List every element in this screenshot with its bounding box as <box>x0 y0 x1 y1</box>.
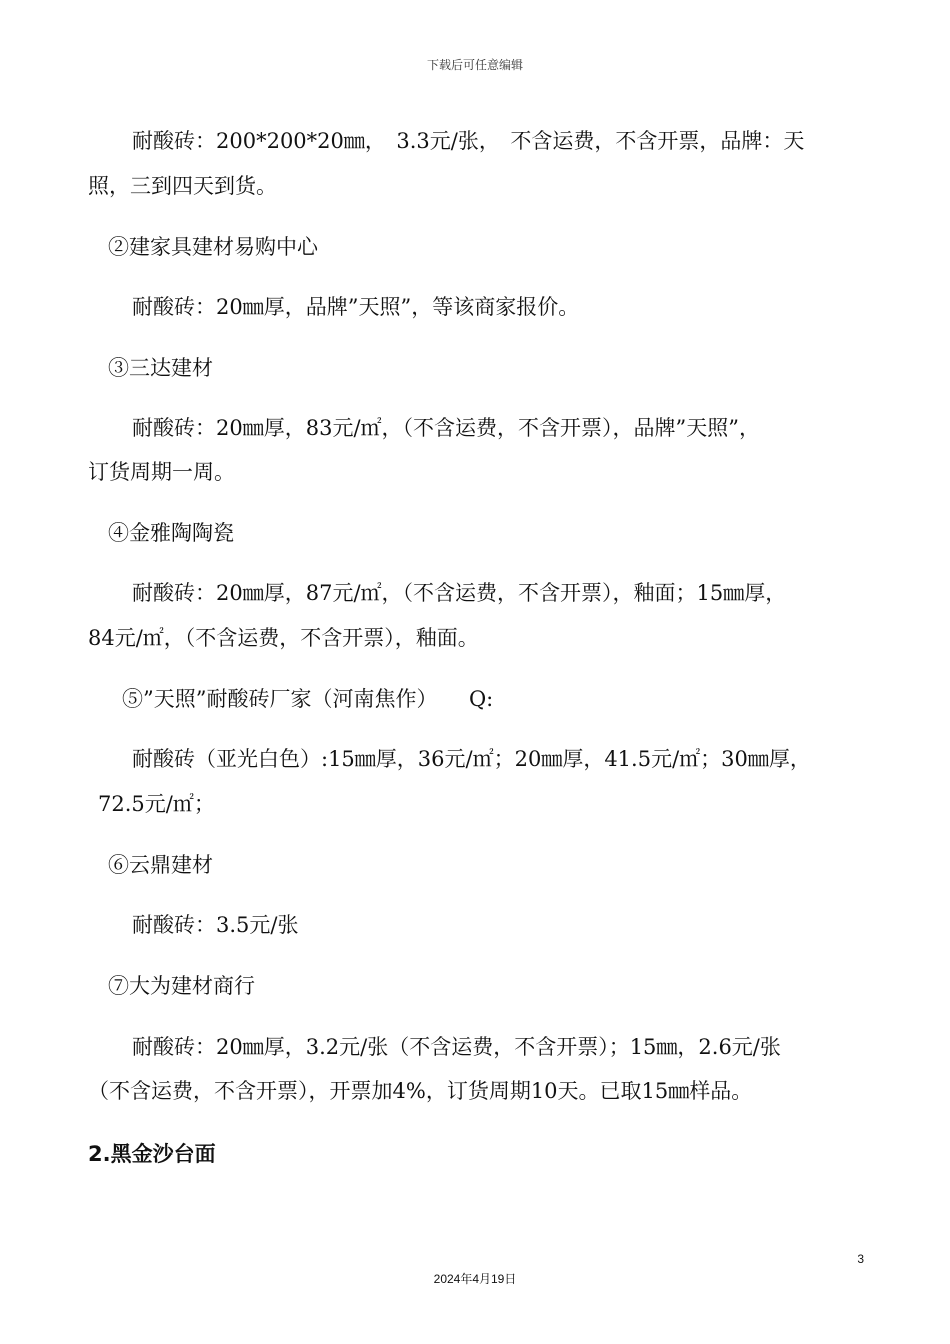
section-heading: 2.黑金沙台面 <box>88 1142 216 1166</box>
page-number: 3 <box>857 1252 864 1266</box>
item-2-line-1: 耐酸砖：20㎜厚，品牌”天照”，等该商家报价。 <box>132 295 580 319</box>
footer-date: 2024年4月19日 <box>433 1272 517 1286</box>
item-4-line-2: 84元/㎡，（不含运费，不含开票），釉面。 <box>88 626 479 650</box>
item-3-line-1: 耐酸砖：20㎜厚，83元/㎡，（不含运费，不含开票），品牌”天照”， <box>132 416 760 440</box>
item-4-line-1: 耐酸砖：20㎜厚，87元/㎡，（不含运费，不含开票），釉面；15㎜厚， <box>132 581 787 605</box>
item-5-line-1: 耐酸砖（亚光白色）:15㎜厚，36元/㎡；20㎜厚，41.5元/㎡；30㎜厚， <box>132 747 811 771</box>
item-6-line-1: 耐酸砖：3.5元/张 <box>132 913 299 937</box>
item-5-line-2: 72.5元/㎡； <box>98 792 215 816</box>
page-header: 下载后可任意编辑 <box>426 58 523 72</box>
item-5-title: ⑤”天照”耐酸砖厂家（河南焦作） Q: <box>122 687 494 711</box>
item-4-title: ④金雅陶陶瓷 <box>108 521 234 545</box>
item-7-line-2: （不含运费，不含开票），开票加4%，订货周期10天。已取15㎜样品。 <box>88 1079 753 1103</box>
item-2-title: ②建家具建材易购中心 <box>108 235 318 259</box>
item-1-line-1: 耐酸砖：200*200*20㎜， 3.3元/张， 不含运费，不含开票，品牌：天 <box>132 129 805 153</box>
item-3-line-2: 订货周期一周。 <box>88 460 235 484</box>
item-3-title: ③三达建材 <box>108 356 213 380</box>
item-6-title: ⑥云鼎建材 <box>108 853 213 877</box>
item-1-line-2: 照，三到四天到货。 <box>88 174 277 198</box>
item-7-title: ⑦大为建材商行 <box>108 974 255 998</box>
item-7-line-1: 耐酸砖：20㎜厚，3.2元/张（不含运费，不含开票）；15㎜，2.6元/张 <box>132 1035 781 1059</box>
